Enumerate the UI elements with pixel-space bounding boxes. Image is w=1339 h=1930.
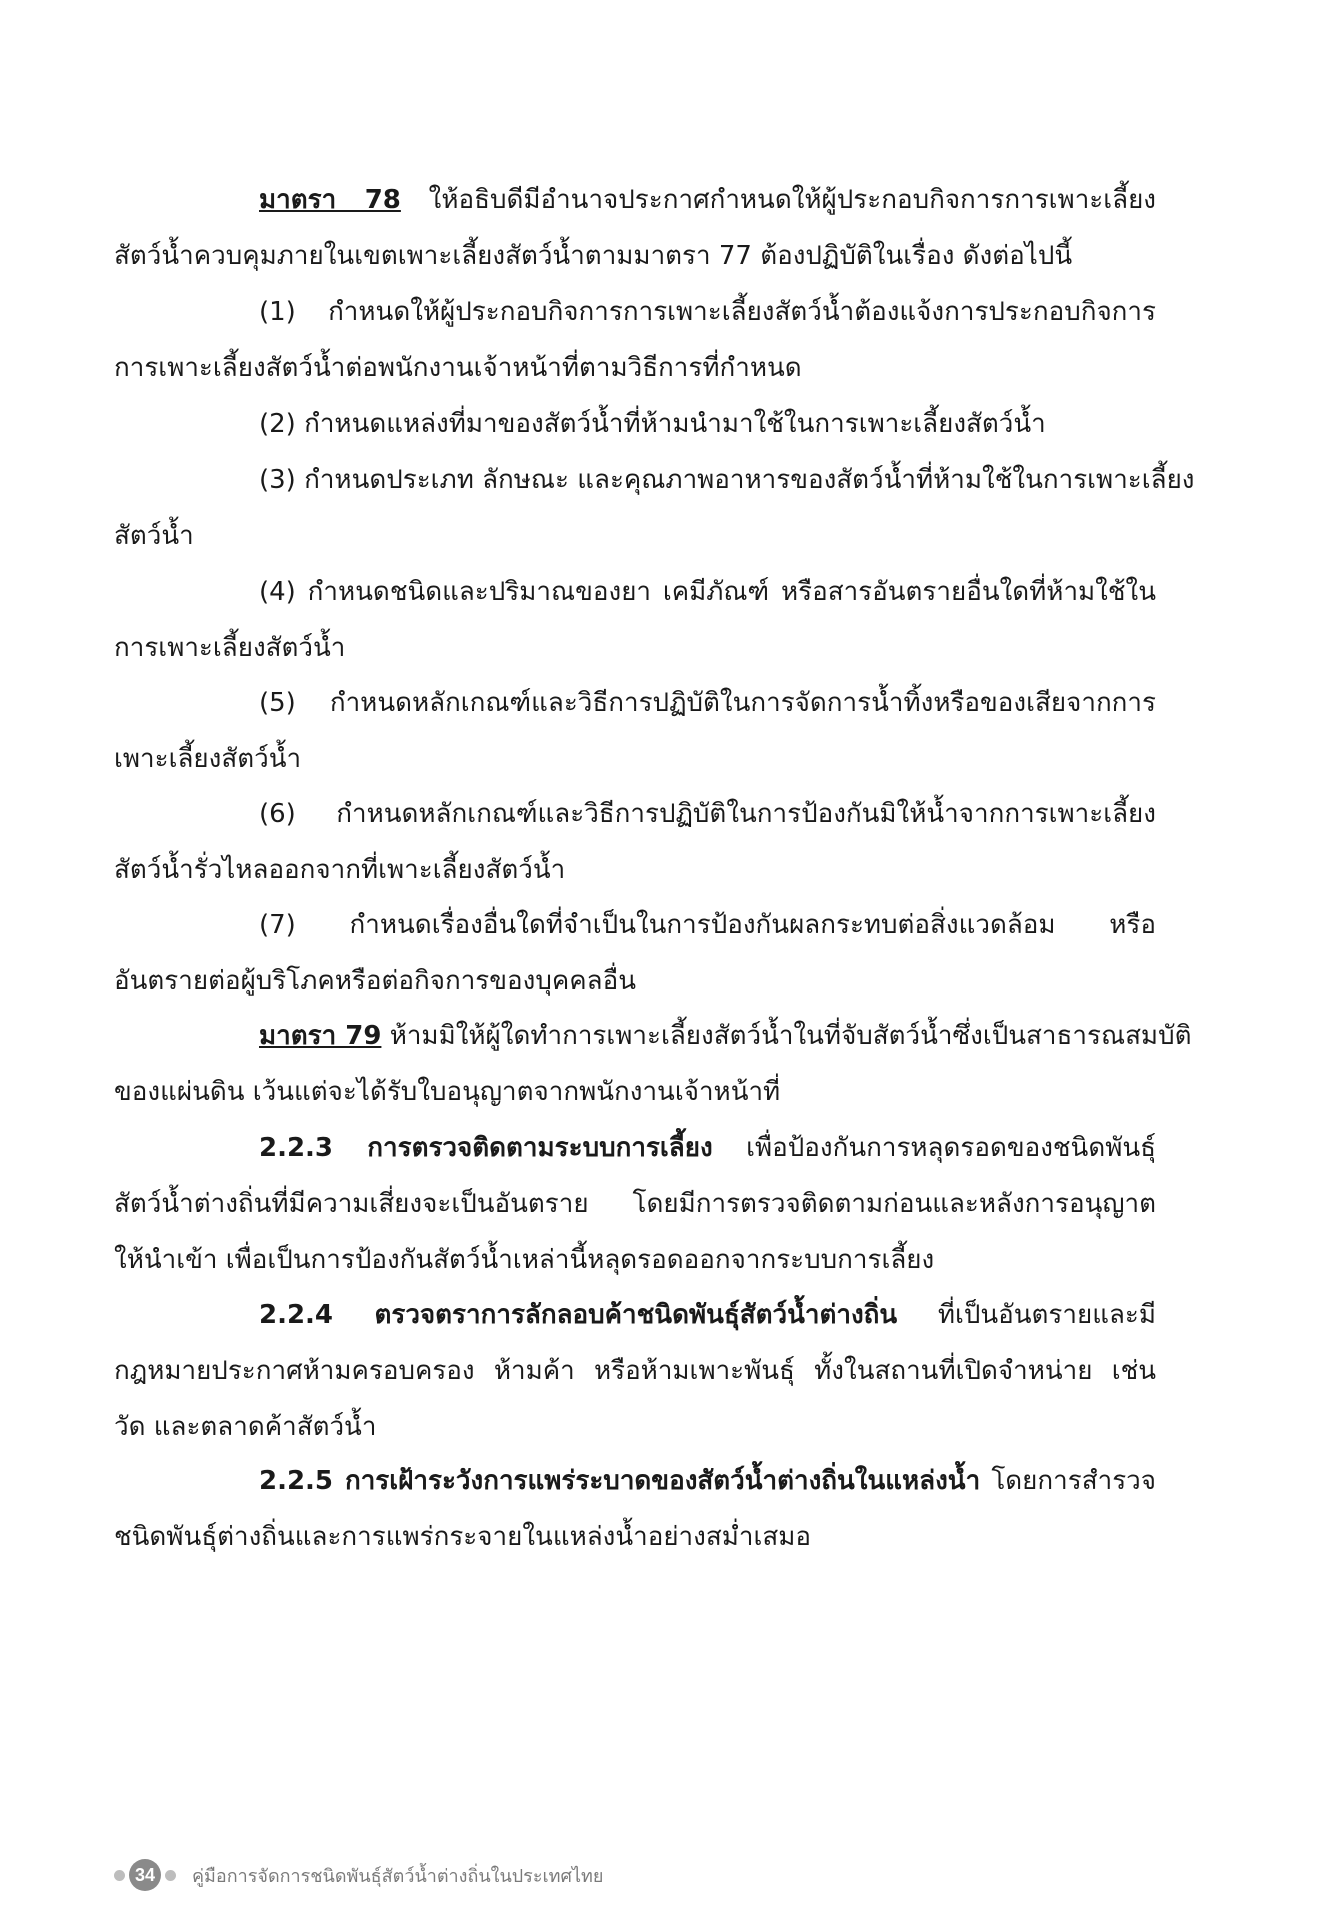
text-line: สัตว์น้ำควบคุมภายในเขตเพาะเลี้ยงสัตว์น้ำตามมาตรา 77 ต้องปฏิบัติในเรื่อง ดังต่อไปนี้: [114, 241, 1073, 271]
text-line: (1) กำหนดให้ผู้ประกอบกิจการการเพาะเลี้ยงสัตว์น้ำต้องแจ้งการประกอบกิจการ: [259, 297, 1156, 327]
text-line: 2.2.4 ตรวจตราการลักลอบค้าชนิดพันธุ์สัตว์น้ำต่างถิ่น ที่เป็นอันตรายและมี: [259, 1300, 1156, 1330]
text-line: อันตรายต่อผู้บริโภคหรือต่อกิจการของบุคคลอื่น: [114, 966, 636, 996]
text-line: เพาะเลี้ยงสัตว์น้ำ: [114, 744, 302, 774]
text-line: (6) กำหนดหลักเกณฑ์และวิธีการปฏิบัติในการป้องกันมิให้น้ำจากการเพาะเลี้ยง: [259, 799, 1156, 829]
text-line: (3) กำหนดประเภท ลักษณะ และคุณภาพอาหารของสัตว์น้ำที่ห้ามใช้ในการเพาะเลี้ยง: [259, 465, 1195, 495]
page-number-badge: 34: [129, 1859, 161, 1891]
text-line: สัตว์น้ำต่างถิ่นที่มีความเสี่ยงจะเป็นอันตราย โดยมีการตรวจติดตามก่อนและหลังการอนุญาต: [114, 1189, 1156, 1219]
subsection-heading: 2.2.5 การเฝ้าระวังการแพร่ระบาดของสัตว์น้ำต่างถิ่นในแหล่งน้ำ: [259, 1466, 981, 1496]
section-78-heading: มาตรา 78: [259, 185, 401, 215]
text-line: (2) กำหนดแหล่งที่มาของสัตว์น้ำที่ห้ามนำมาใช้ในการเพาะเลี้ยงสัตว์น้ำ: [259, 409, 1046, 439]
text-line: วัด และตลาดค้าสัตว์น้ำ: [114, 1412, 377, 1442]
page-footer: [114, 1857, 603, 1893]
footer-dot-icon: [114, 1870, 125, 1881]
text-line: มาตรา 78 ให้อธิบดีมีอำนาจประกาศกำหนดให้ผู้ประกอบกิจการการเพาะเลี้ยง: [259, 185, 1157, 215]
text-line: 2.2.3 การตรวจติดตามระบบการเลี้ยง เพื่อป้องกันการหลุดรอดของชนิดพันธุ์: [259, 1133, 1156, 1163]
footer-title: คู่มือการจัดการชนิดพันธุ์สัตว์น้ำต่างถิ่นในประเทศไทย: [192, 1865, 604, 1887]
section-79-heading: มาตรา 79: [259, 1021, 382, 1051]
text-line: มาตรา 79 ห้ามมิให้ผู้ใดทำการเพาะเลี้ยงสัตว์น้ำในที่จับสัตว์น้ำซึ่งเป็นสาธารณสมบัติ: [259, 1021, 1192, 1051]
footer-dot-icon: [165, 1870, 176, 1881]
text-line: ชนิดพันธุ์ต่างถิ่นและการแพร่กระจายในแหล่งน้ำอย่างสม่ำเสมอ: [114, 1522, 811, 1552]
text-line: สัตว์น้ำรั่วไหลออกจากที่เพาะเลี้ยงสัตว์น้ำ: [114, 855, 566, 885]
text-line: สัตว์น้ำ: [114, 521, 194, 551]
text-line: ของแผ่นดิน เว้นแต่จะได้รับใบอนุญาตจากพนักงานเจ้าหน้าที่: [114, 1077, 781, 1107]
text-line: (7) กำหนดเรื่องอื่นใดที่จำเป็นในการป้องกันผลกระทบต่อสิ่งแวดล้อม หรือ: [259, 910, 1156, 940]
subsection-heading: 2.2.3 การตรวจติดตามระบบการเลี้ยง: [259, 1133, 713, 1163]
subsection-heading: 2.2.4 ตรวจตราการลักลอบค้าชนิดพันธุ์สัตว์น้ำต่างถิ่น: [259, 1300, 898, 1330]
text-line: การเพาะเลี้ยงสัตว์น้ำต่อพนักงานเจ้าหน้าที่ตามวิธีการที่กำหนด: [114, 353, 802, 383]
text-line: กฎหมายประกาศห้ามครอบครอง ห้ามค้า หรือห้ามเพาะพันธุ์ ทั้งในสถานที่เปิดจำหน่าย เช่น: [114, 1356, 1156, 1386]
text-line: การเพาะเลี้ยงสัตว์น้ำ: [114, 633, 346, 663]
text-line: (5) กำหนดหลักเกณฑ์และวิธีการปฏิบัติในการจัดการน้ำทิ้งหรือของเสียจากการ: [259, 688, 1156, 718]
text-line: ให้นำเข้า เพื่อเป็นการป้องกันสัตว์น้ำเหล่านี้หลุดรอดออกจากระบบการเลี้ยง: [114, 1245, 935, 1275]
text-line: 2.2.5 การเฝ้าระวังการแพร่ระบาดของสัตว์น้ำต่างถิ่นในแหล่งน้ำ โดยการสำรวจ: [259, 1466, 1156, 1496]
text-line: (4) กำหนดชนิดและปริมาณของยา เคมีภัณฑ์ หรือสารอันตรายอื่นใดที่ห้ามใช้ใน: [259, 577, 1156, 607]
